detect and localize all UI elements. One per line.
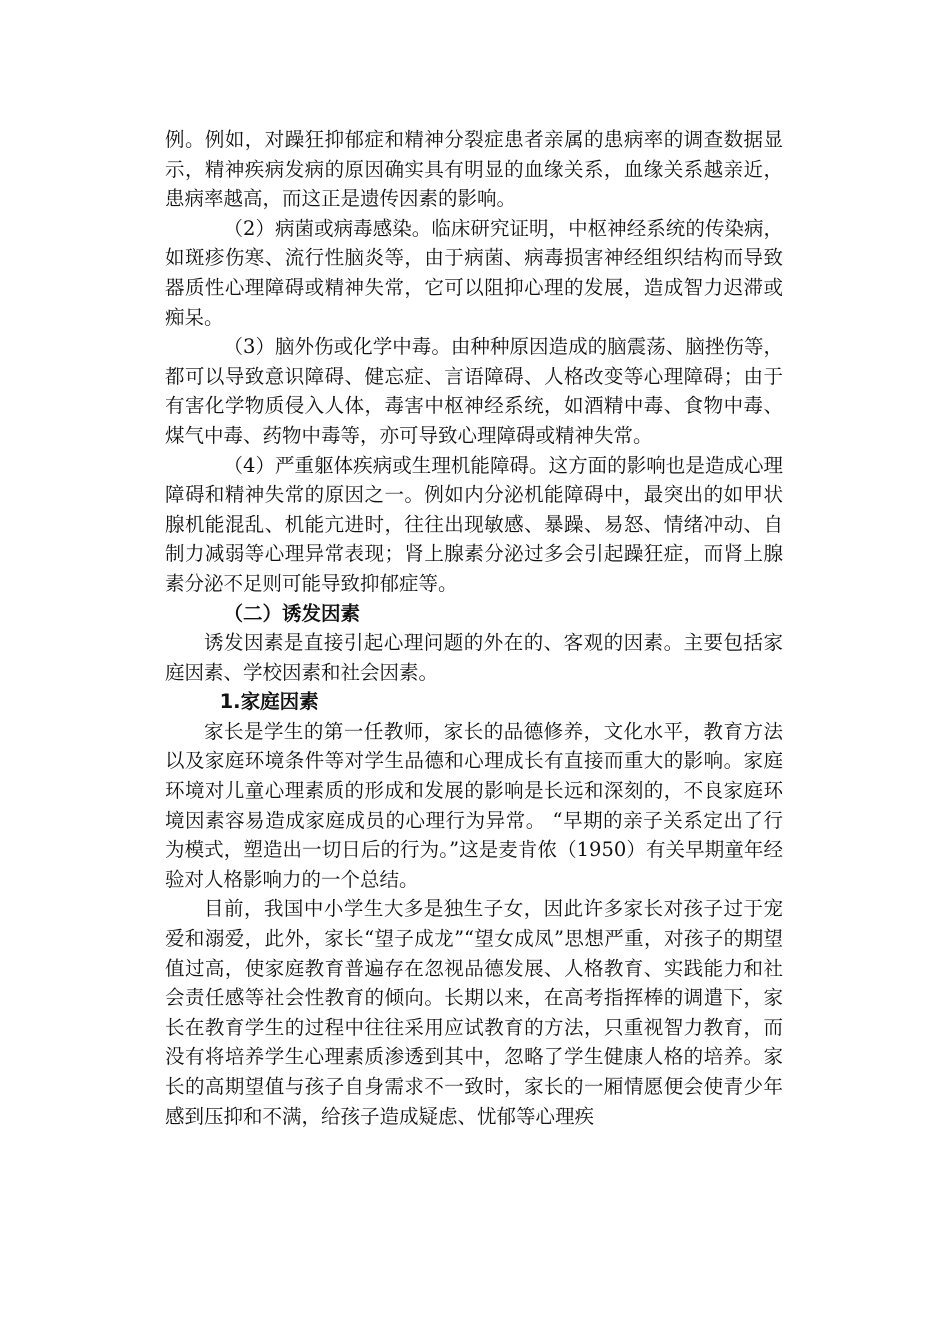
- paragraph-family-influence: 家长是学生的第一任教师，家长的品德修养，文化水平，教育方法以及家庭环境条件等对学生品德和心理成长有直接而重大的影响。家庭环境对儿童心理素质的形成和发展的影响是长远和深刻的，不良家庭环境因素容易造成家庭成员的心理行为异常。 “早期的亲子关系定出了行为模式，塑造出一切日后的行为。”这是麦肯侬（1950）有关早期童年经验对人格影响力的一个总结。: [165, 719, 783, 891]
- document-body: [165, 125, 783, 1131]
- paragraph-brain-injury: （3）脑外伤或化学中毒。由种种原因造成的脑震荡、脑挫伤等，都可以导致意识障碍、健忘症、言语障碍、人格改变等心理障碍；由于有害化学物质侵入人体，毒害中枢神经系统，如酒精中毒、食物中毒、煤气中毒、药物中毒等，亦可导致心理障碍或精神失常。: [165, 335, 783, 447]
- section-heading-triggers: （二）诱发因素: [223, 601, 361, 625]
- paragraph-only-child: 目前，我国中小学生大多是独生子女，因此许多家长对孩子过于宠爱和溺爱，此外，家长“望子成龙”“望女成凤”思想严重，对孩子的期望值过高，使家庭教育普遍存在忽视品德发展、人格教育、实践能力和社会责任感等社会性教育的倾向。长期以来，在高考指挥棒的调遣下，家长在教育学生的过程中往往采用应试教育的方法，只重视智力教育，而没有将培养学生心理素质渗透到其中，忽略了学生健康人格的培养。家长的高期望值与孩子自身需求不一致时，家长的一厢情愿便会使青少年感到压抑和不满，给孩子造成疑虑、忧郁等心理疾: [165, 897, 783, 1128]
- subsection-heading-family: 1.家庭因素: [219, 690, 319, 714]
- paragraph-genetic-example: 例。例如，对躁狂抑郁症和精神分裂症患者亲属的患病率的调查数据显示，精神疾病发病的原因确实具有明显的血缘关系，血缘关系越亲近，患病率越高，而这正是遗传因素的影响。: [165, 128, 783, 211]
- paragraph-triggers-intro: 诱发因素是直接引起心理问题的外在的、客观的因素。主要包括家庭因素、学校因素和社会因素。: [165, 631, 783, 684]
- paragraph-infection: （2）病菌或病毒感染。临床研究证明，中枢神经系统的传染病，如斑疹伤寒、流行性脑炎等，由于病菌、病毒损害神经组织结构而导致器质性心理障碍或精神失常，它可以阻抑心理的发展，造成智力迟滞或痴呆。: [165, 216, 783, 329]
- paragraph-physical-disease: （4）严重躯体疾病或生理机能障碍。这方面的影响也是造成心理障碍和精神失常的原因之一。例如内分泌机能障碍中，最突出的如甲状腺机能混乱、机能亢进时，往往出现敏感、暴躁、易怒、情绪冲动、自制力减弱等心理异常表现；肾上腺素分泌过多会引起躁狂症，而肾上腺素分泌不足则可能导致抑郁症等。: [165, 453, 783, 595]
